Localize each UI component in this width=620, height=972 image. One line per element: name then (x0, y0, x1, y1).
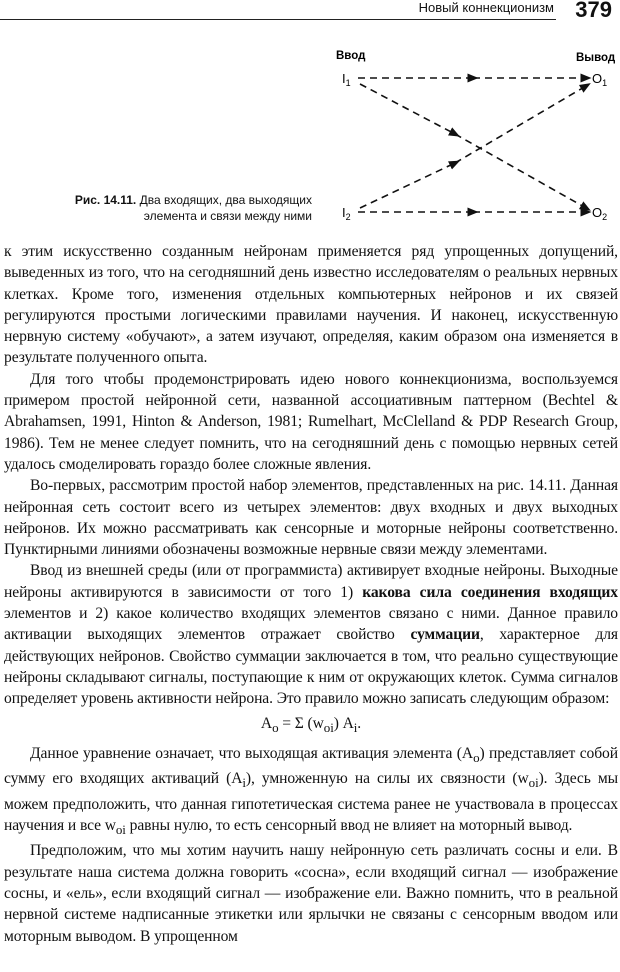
page-number: 379 (575, 0, 612, 22)
connection-i1-o2-tail (455, 134, 586, 208)
summation-formula: $A_o = \Sigma$ $(w_{oi})$ $A_i$. (260, 714, 362, 735)
page-header (0, 0, 620, 26)
output-label: Вывод (576, 52, 616, 64)
figure-network-diagram (330, 40, 620, 230)
header-rule (0, 19, 556, 20)
connection-i2-o1-tail (455, 86, 586, 163)
caption-line-1: Два входящих, два выходящих (139, 193, 312, 207)
caption-line-2: элемента и связи между ними (143, 209, 312, 223)
bold-term-summation: суммации (410, 626, 480, 644)
connection-i2-o1 (360, 163, 455, 208)
paragraph-2: Для того чтобы продемонстрировать идею нового коннекционизма, воспользуемся примером простой нейронной сети, названной ассоциативным паттерном (Bechtel & Abrahamsen, 1991, Hinton & Anderson, 1981; Rumelhart, McClelland & PDP Research Group, 1986). Тем не менее следует помнить, что на сегодняшний день с помощью нервных сетей удалось смоделировать гораздо более сложные явления. (4, 370, 618, 473)
body-text (4, 241, 618, 947)
figure-caption (62, 192, 312, 224)
caption-label: Рис. 14.11. (74, 193, 137, 207)
paragraph-1: к этим искусственно созданным нейронам применяется ряд упрощенных допущений, выведенных из того, что на сегодняшний день известно исследователям о реальных нервных клетках. Кроме того, изменения отдельных компьютерных нейронов и их связей регулируются простыми логическими правилами научения. И наконец, искусственную нервную систему «обучают», а затем изучают, определяя, каким образом она изменяется в результате полученного опыта. (4, 243, 618, 367)
node-i1: $I_1$ (342, 71, 351, 88)
connection-i1-o2 (360, 84, 455, 134)
paragraph-5: Данное уравнение означает, что выходящая активация элемента $(A_o)$ представляет собой сумму его входящих активаций $(A_i)$, умноженную на силы их связности $(w_{oi})$. Здесь мы можем предположить, что данная гипотетическая система ранее не участвовала в процессах научения и все $w_{oi}$ равны нулю, то есть сенсорный ввод не влияет на моторный вывод. (4, 744, 619, 838)
running-title: Новый коннекционизм (413, 0, 554, 15)
bold-term-connection-strength: какова сила соединения входящих (362, 583, 618, 601)
paragraph-3: Во-первых, рассмотрим простой набор элементов, представленных на рис. 14.11. Данная нейронная сеть состоит всего из четырех элементов: двух входных и двух выходных нейронов. Их можно рассматривать как сенсорные и моторные нейроны соответственно. Пунктирными линиями обозначены возможные нервные связи между элементами. (4, 477, 618, 559)
paragraph-4: Ввод из внешней среды (или от программиста) активирует входные нейроны. Выходные нейроны активируются в зависимости от того 1) какова сила соединения входящих элементов и 2) какое количество входящих элементов связано с ними. Данное правило активации выходящих элементов отражает свойство суммации, характерное для действующих нейронов. Свойство суммации заключается в том, что реально существующие нейроны складывают сигналы, поступающие к ним от окружающих клеток. Сумма сигналов определяет уровень активности нейрона. Это правило можно записать следующим образом: (4, 562, 618, 708)
input-label: Ввод (336, 50, 366, 62)
node-o1: $O_1$ (592, 71, 608, 88)
node-i2: $I_2$ (342, 205, 351, 222)
node-o2: $O_2$ (592, 205, 608, 222)
paragraph-6: Предположим, что мы хотим научить нашу нейронную сеть различать сосны и ели. В результате наша система должна говорить «сосна», если входящий сигнал — изображение сосны, и «ель», если входящий сигнал — изображение ели. Важно помнить, что в реальной нервной системе надписанные этикетки или ярлычки не связаны с сенсорным вводом или моторным выводом. В упрощенном (4, 842, 618, 945)
